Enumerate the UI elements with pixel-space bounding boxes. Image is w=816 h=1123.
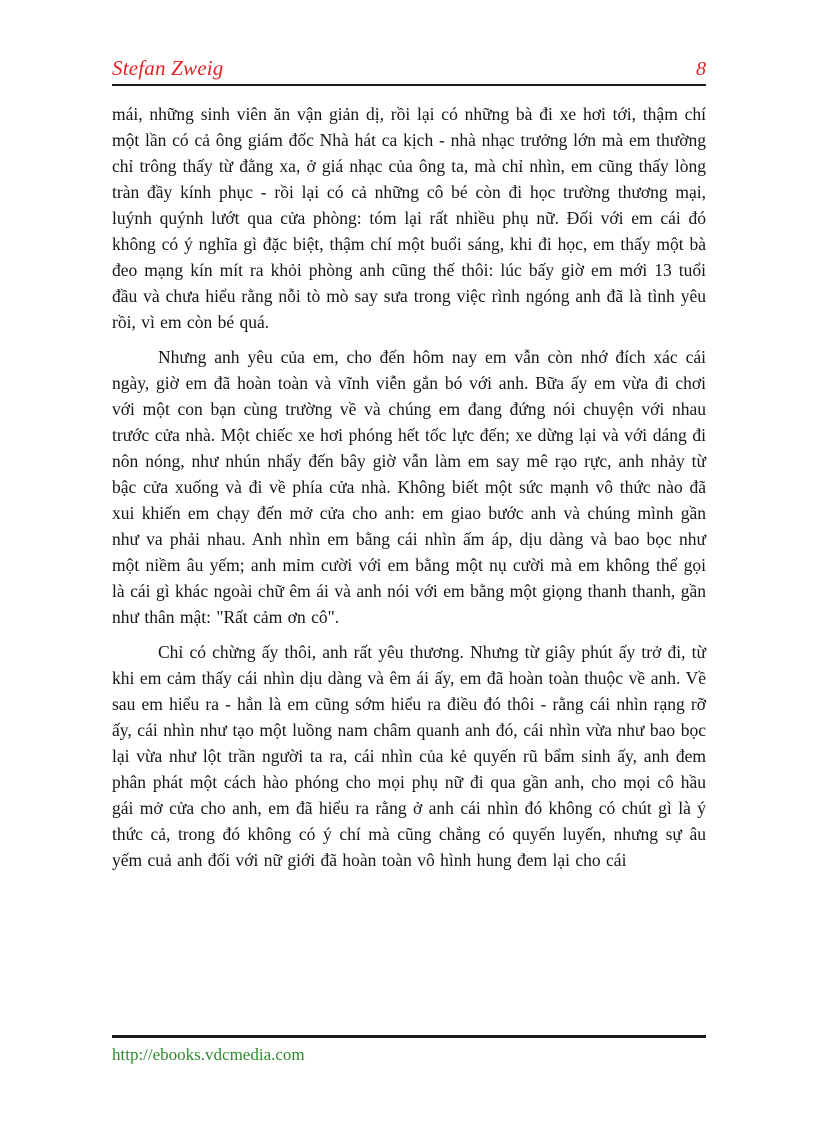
paragraph-3: Chỉ có chừng ấy thôi, anh rất yêu thương. Nhưng từ giây phút ấy trở đi, từ khi em cảm thấy cái nhìn dịu dàng và êm ái ấy, em đã hoàn toàn thuộc về anh. Về sau em hiểu ra - hẳn là em cũng sớm hiểu ra điều đó thôi - rằng cái nhìn rạng rỡ ấy, cái nhìn như tạo một luồng nam châm quanh anh đó, cái nhìn vừa như bao bọc lại vừa như lột trần người ta ra, cái nhìn của kẻ quyến rũ bẩm sinh ấy, anh đem phân phát một cách hào phóng cho mọi phụ nữ đi qua gần anh, cho mọi cô hầu gái mở cửa cho anh, em đã hiểu ra rằng ở anh cái nhìn đó không có chút gì là ý thức cả, trong đó không có ý chí mà cũng chẳng có quyến luyến, nhưng sự âu yếm cuả anh đối với nữ giới đã hoàn toàn vô hình hung đem lại cho cái [112, 642, 706, 870]
footer-url-link[interactable]: http://ebooks.vdcmedia.com [112, 1045, 305, 1064]
body-text [112, 101, 706, 882]
running-header-author: Stefan Zweig [112, 56, 224, 80]
page-footer [112, 1035, 706, 1065]
page-header [112, 52, 706, 86]
paragraph-1: mái, những sinh viên ăn vận giản dị, rồi lại có những bà đi xe hơi tới, thậm chí một lần có cả ông giám đốc Nhà hát ca kịch - nhà nhạc trưởng lớn mà em thường chỉ trông thấy từ đằng xa, ở giá nhạc của ông ta, mà chỉ nhìn, em cũng thấy lòng tràn đầy kính phục - rồi lại có cả những cô bé còn đi học trường thương mại, luýnh quýnh lướt qua cửa phòng: tóm lại rất nhiều phụ nữ. Đối với em cái đó không có ý nghĩa gì đặc biệt, thậm chí một buổi sáng, khi đi học, em thấy một bà đeo mạng kín mít ra khỏi phòng anh cũng thế thôi: lúc bấy giờ em mới 13 tuổi đầu và chưa hiểu rằng nỗi tò mò say sưa trong việc rình ngóng anh đã là tình yêu rồi, vì em còn bé quá. [112, 104, 706, 332]
page-number: 8 [696, 58, 706, 80]
paragraph-2: Nhưng anh yêu của em, cho đến hôm nay em vẫn còn nhớ đích xác cái ngày, giờ em đã hoàn toàn và vĩnh viễn gắn bó với anh. Bữa ấy em vừa đi chơi với một con bạn cùng trường về và chúng em đang đứng nói chuyện với nhau trước cửa nhà. Một chiếc xe hơi phóng hết tốc lực đến; xe dừng lại và với dáng đi nôn nóng, như nhún nhẩy đến bây giờ vẫn làm em say mê rạo rực, anh nhảy từ bậc cửa xuống và đi về phía cửa nhà. Không biết một sức mạnh vô thức nào đã xui khiến em chạy đến mở cửa cho anh: em giao bước anh và chúng mình gần như va phải nhau. Anh nhìn em bằng cái nhìn ấm áp, dịu dàng và bao bọc như một niềm âu yếm; anh mỉm cười với em bằng một nụ cười mà em không thể gọi là cái gì khác ngoài chữ êm ái và anh nói với em bằng một giọng thanh thanh, gần như thân mật: "Rất cảm ơn cô". [112, 347, 706, 627]
